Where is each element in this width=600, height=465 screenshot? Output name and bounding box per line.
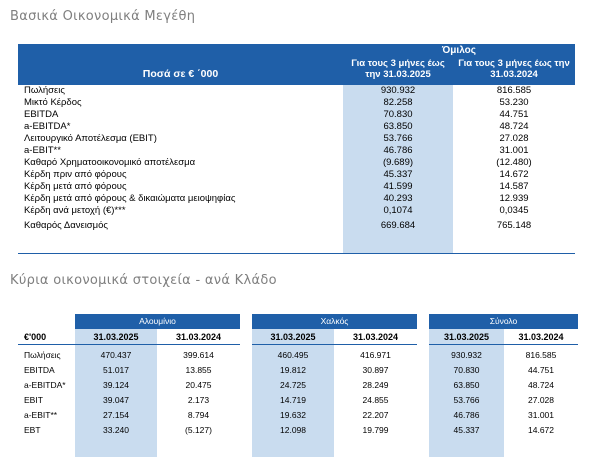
cell-value: 20.475 [185,380,212,390]
table-row [18,217,575,235]
row-label: Πωλήσεις [24,85,65,96]
cell-value: (5.127) [185,425,212,435]
date-header: 31.03.2024 [352,332,399,342]
cell-value: 14.672 [528,425,554,435]
table-row [18,97,575,109]
value-2025: 82.258 [383,97,413,108]
value-2024: 14.587 [499,181,529,192]
cell-value: 12.098 [280,425,306,435]
value-2024: 816.585 [496,85,532,96]
value-2025: 41.599 [383,181,413,192]
value-2024: 0,0345 [499,205,529,216]
value-2024: 12.939 [499,193,529,204]
group-header-aluminium: Αλουμίνιο [75,314,240,329]
cell-value: 39.124 [103,380,129,390]
value-2024: 27.028 [499,133,529,144]
row-label: a-EBIT** [24,145,61,156]
value-2024: 14.672 [499,169,529,180]
cell-value: 19.799 [362,425,389,435]
table-row [18,109,575,121]
value-2025: 0,1074 [383,205,413,216]
date-header-row [18,330,578,345]
group-header-copper: Χαλκός [252,314,417,329]
table-row [18,145,575,157]
table-row [18,423,578,438]
table-row [18,205,575,217]
cell-value: 19.812 [280,365,306,375]
segment-table [18,314,578,444]
key-figures-table [18,44,575,254]
section-title-by-segment: Κύρια οικονομικά στοιχεία - ανά Κλάδο [10,273,277,288]
cell-value: 45.337 [453,425,480,435]
table-row [18,363,578,378]
table-row [18,121,575,133]
cell-value: 31.001 [528,410,554,420]
row-label: Πωλήσεις [24,350,61,360]
row-label: Κέρδη μετά από φόρους & δικαιώματα μειοψηφίας [24,193,236,204]
group-label: Όμιλος [442,45,476,56]
row-label: Κέρδη μετά από φόρους [24,181,127,192]
cell-value: 27.154 [103,410,129,420]
cell-value: 22.207 [362,410,389,420]
cell-value: 460.495 [277,350,309,360]
row-label: Μικτό Κέρδος [24,97,82,108]
row-label: a-EBITDA* [24,121,71,132]
row-label: EBITDA [24,109,59,120]
cell-value: 470.437 [100,350,132,360]
cell-value: 19.632 [280,410,306,420]
row-label: EBT [24,425,41,435]
value-2024: 765.148 [496,220,532,231]
table-header [18,44,575,85]
table-row [18,169,575,181]
table-row [18,393,578,408]
cell-value: 28.249 [362,380,389,390]
value-2024: 44.751 [499,109,529,120]
cell-value: 63.850 [453,380,480,390]
table-row [18,133,575,145]
table-row [18,408,578,423]
value-2025: 46.786 [383,145,413,156]
row-label: EBIT [24,395,43,405]
cell-value: 2.173 [187,395,210,405]
row-label: EBITDA [24,365,55,375]
value-2024: 48.724 [499,121,529,132]
cell-value: 24.725 [280,380,306,390]
column-header-2024: Για τους 3 μήνες έως την 31.03.2024 [458,58,570,80]
table-row [18,378,578,393]
column-header-2025: Για τους 3 μήνες έως την 31.03.2025 [351,58,445,80]
table-body [18,85,575,254]
value-2025: 930.932 [380,85,416,96]
value-2024: 53.230 [499,97,529,108]
date-header: 31.03.2025 [270,332,316,342]
amounts-label: Ποσά σε € ΄000 [142,68,219,80]
cell-value: 39.047 [103,395,129,405]
table-row [18,157,575,169]
cell-value: 33.240 [103,425,129,435]
cell-value: 14.719 [280,395,306,405]
cell-value: 930.932 [451,350,482,360]
cell-value: 24.855 [362,395,389,405]
cell-value: 70.830 [453,365,480,375]
value-2025: 70.830 [383,109,413,120]
group-header-total: Σύνολο [429,314,578,329]
row-label: Κέρδη ανά μετοχή (€)*** [24,205,126,216]
date-header: 31.03.2025 [443,332,490,342]
value-2025: 53.766 [383,133,413,144]
date-header: 31.03.2024 [175,332,222,342]
value-2025: (9.689) [382,157,414,168]
unit-label: €'000 [24,332,47,342]
cell-value: 48.724 [528,380,554,390]
row-label: a-EBITDA* [24,380,66,390]
cell-value: 416.971 [360,350,391,360]
date-header: 31.03.2024 [518,332,564,342]
row-label: Καθαρός Δανεισμός [24,220,109,231]
cell-value: 51.017 [103,365,129,375]
value-2025: 40.293 [383,193,413,204]
row-label: Κέρδη πριν από φόρους [24,169,127,180]
row-label: Καθαρό Χρηματοοικονομικό αποτέλεσμα [24,157,196,168]
cell-value: 816.585 [525,350,557,360]
value-2024: 31.001 [499,145,529,156]
row-label: Λειτουργικό Αποτέλεσμα (EBIT) [24,133,157,144]
cell-value: 46.786 [453,410,480,420]
cell-value: 27.028 [528,395,554,405]
table-row [18,348,578,363]
value-2024: (12.480) [496,157,532,168]
cell-value: 44.751 [528,365,554,375]
cell-value: 30.897 [362,365,389,375]
cell-value: 53.766 [453,395,480,405]
value-2025: 63.850 [383,121,413,132]
cell-value: 399.614 [183,350,214,360]
cell-value: 13.855 [185,365,212,375]
table-row [18,85,575,97]
value-2025: 45.337 [383,169,413,180]
section-title-key-figures: Βασικά Οικονομικά Μεγέθη [10,9,196,24]
table-row [18,193,575,205]
table-row [18,181,575,193]
value-2025: 669.684 [380,220,416,231]
date-header: 31.03.2025 [93,332,139,342]
row-label: a-EBIT** [24,410,58,420]
cell-value: 8.794 [187,410,210,420]
